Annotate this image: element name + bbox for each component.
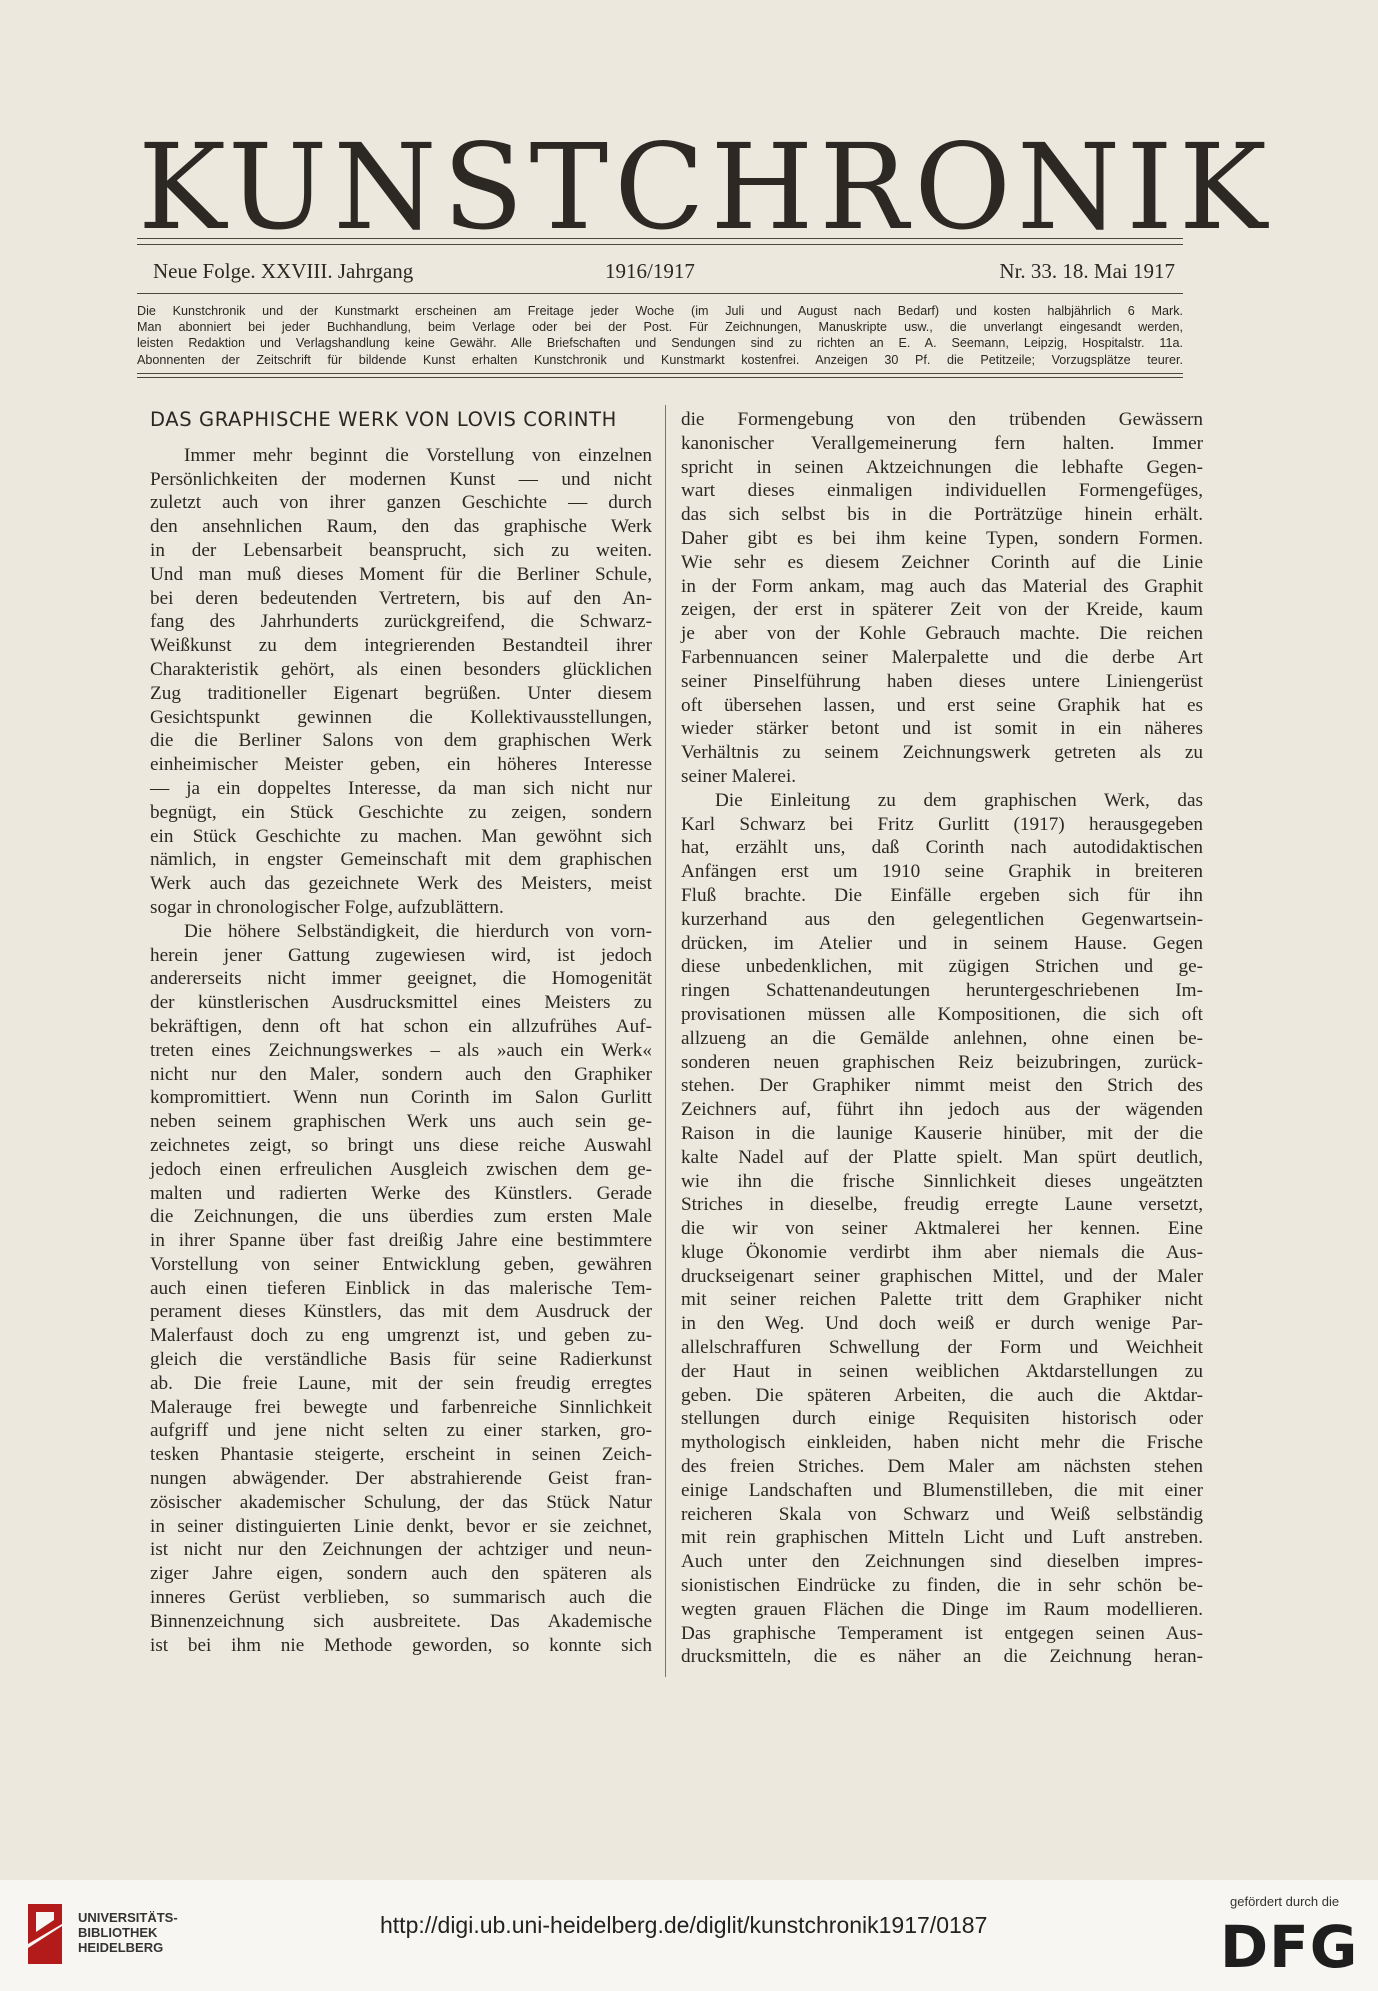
text-line: seiner Pinselführung haben dieses untere Liniengerüst [681, 670, 1203, 692]
text-line: druckseigenart seiner graphischen Mittel, und der Maler [681, 1265, 1203, 1287]
article-column-right [681, 408, 1203, 1669]
text-line: kompromittiert. Wenn nun Corinth im Salon Gurlitt [150, 1087, 652, 1109]
text-line: je aber von der Kohle Gebrauch machte. Die reichen [681, 623, 1203, 645]
text-line: oft übersehen lassen, und erst seine Graphik hat es [681, 694, 1203, 716]
university-library-logo-icon [24, 1902, 66, 1966]
text-line: reicheren Skala von Schwarz und Weiß selbständig [681, 1503, 1203, 1525]
text-line: Verhältnis zu seinem Zeichnungswerk getreten als zu [681, 742, 1203, 764]
text-line: das sich selbst bis in die Porträtzüge hinein erhält. [681, 504, 1203, 526]
text-line: hat, erzählt uns, daß Corinth nach autodidaktischen [681, 837, 1203, 859]
library-name-line: UNIVERSITÄTS- [78, 1910, 178, 1925]
text-line: treten eines Zeichnungswerkes – als »auch ein Werk« [150, 1039, 652, 1061]
text-line: aufgriff und jene nicht selten zu einer starken, gro- [150, 1420, 652, 1442]
text-line: Raison in die launige Kauserie hinüber, mit der die [681, 1122, 1203, 1144]
text-line: kanonischer Verallgemeinerung fern halten. Immer [681, 432, 1203, 454]
text-line: Die höhere Selbständigkeit, die hierdurch von vorn- [184, 920, 652, 942]
text-line: Fluß brachte. Die Einfälle ergeben sich für ihn [681, 884, 1203, 906]
text-line: Auch unter den Zeichnungen sind dieselben impres- [681, 1551, 1203, 1573]
text-line: die wir von seiner Aktmalerei her kennen. Eine [681, 1218, 1203, 1240]
notice-line: Die Kunstchronik und der Kunstmarkt erscheinen am Freitage jeder Woche (im Juli und August nach Bedarf) und kosten halbjährlich 6 Mark. [137, 304, 1183, 318]
years-label: 1916/1917 [605, 259, 695, 283]
issue-info-line [153, 259, 1175, 289]
info-rule [137, 293, 1183, 294]
text-line: in den Weg. Und doch weiß er durch wenige Par- [681, 1313, 1203, 1335]
text-line: Vorstellung von seiner Entwicklung geben, gewähren [150, 1253, 652, 1275]
library-name-line: HEIDELBERG [78, 1940, 164, 1955]
text-line: spricht in seinen Aktzeichnungen die lebhafte Gegen- [681, 456, 1203, 478]
text-line: ziger Jahre eigen, sondern auch den späteren als [150, 1563, 652, 1585]
text-line: Malerfaust doch zu eng umgrenzt ist, und geben zu- [150, 1325, 652, 1347]
text-line: zeigen, der erst in späterer Zeit von der Kreide, kaum [681, 599, 1203, 621]
text-line: kalte Nadel auf der Platte spielt. Man spürt deutlich, [681, 1146, 1203, 1168]
notice-line: Man abonniert bei jeder Buchhandlung, beim Verlage oder bei der Post. Für Zeichnungen, Manuskripte usw., die unverlangt eingesandt werden, [137, 320, 1183, 335]
text-line: provisationen müssen alle Kompositionen, die sich oft [681, 1003, 1203, 1025]
text-line: der künstlerischen Ausdrucksmittel eines Meisters zu [150, 992, 652, 1014]
text-line: nungen abwägender. Der abstrahierende Geist fran- [150, 1468, 652, 1490]
text-line: Daher gibt es bei ihm keine Typen, sondern Formen. [681, 527, 1203, 549]
text-line: Persönlichkeiten der modernen Kunst — und nicht [150, 468, 652, 490]
text-line: wie ihn die frische Sinnlichkeit dieses ungeätzten [681, 1170, 1203, 1192]
text-line: auch einen tieferen Einblick in das malerische Tem- [150, 1277, 652, 1299]
text-line: drucksmitteln, die es näher an die Zeichnung heran- [681, 1646, 1203, 1668]
text-line: seiner Malerei. [681, 765, 797, 787]
text-line: wegten grauen Flächen die Dinge im Raum modellieren. [681, 1598, 1203, 1620]
text-line: einheimischer Meister geben, ein höheres Interesse [150, 754, 652, 776]
text-line: zeichnetes zeigt, so bringt uns diese reiche Auswahl [150, 1134, 652, 1156]
text-line: der Haut in seinen weiblichen Aktdarstellungen zu [681, 1360, 1203, 1382]
text-line: malten und radierten Werke des Künstlers. Gerade [150, 1182, 652, 1204]
text-line: kurzerhand aus den gelegentlichen Gegenwartsein- [681, 908, 1203, 930]
dfg-logo: DFG [1220, 1913, 1359, 1981]
text-line: Anfängen erst um 1910 seine Graphik in breiteren [681, 861, 1203, 883]
text-line: sogar in chronologischer Folge, aufzublättern. [150, 896, 504, 918]
text-line: sonderen neuen graphischen Reiz beizubringen, zurück- [681, 1051, 1203, 1073]
text-line: Karl Schwarz bei Fritz Gurlitt (1917) herausgegeben [681, 813, 1203, 835]
notice-line: leisten Redaktion und Verlagshandlung keine Gewähr. Alle Briefschaften und Sendungen sind zu richten an E. A. Seemann, Leipzig, Hospitalstr. 11a. [137, 336, 1183, 351]
series-label: Neue Folge. XXVIII. Jahrgang [153, 259, 414, 283]
text-line: in seiner distinguierten Linie denkt, bevor er sie zeichnet, [150, 1515, 652, 1537]
text-line: zuletzt auch von ihrer ganzen Geschichte — durch [150, 492, 652, 514]
text-line: ringen Schattenandeutungen heruntergeschriebenen Im- [681, 980, 1203, 1002]
text-line: fang des Jahrhunderts zurückgreifend, die Schwarz- [150, 611, 652, 633]
text-line: stehen. Der Graphiker nimmt meist den Strich des [681, 1075, 1203, 1097]
article-column-left [150, 408, 652, 1657]
text-line: diese unbedenklichen, mit zügigen Strichen und ge- [681, 956, 1203, 978]
notice-rule-2 [137, 377, 1183, 378]
masthead-title: KUNSTCHRONIK [138, 118, 1273, 256]
text-line: wart dieses einmaligen individuellen Formengefüges, [681, 480, 1203, 502]
text-line: in der Form ankam, mag auch das Material des Graphit [681, 575, 1203, 597]
text-line: jedoch einen erfreulichen Ausgleich zwischen dem ge- [150, 1158, 652, 1180]
text-line: ist nicht nur den Zeichnungen der achtziger und neun- [150, 1539, 652, 1561]
text-line: gleich die verständliche Basis für seine Radierkunst [150, 1349, 652, 1371]
text-line: die Formengebung von den trübenden Gewässern [681, 409, 1203, 430]
text-line: mit rein graphischen Mitteln Licht und Luft anstreben. [681, 1527, 1203, 1549]
text-line: perament dieses Künstlers, das mit dem Ausdruck der [150, 1301, 652, 1323]
text-line: begnügt, ein Stück Geschichte zu zeigen, sondern [150, 801, 652, 823]
funding-note: gefördert durch die [1230, 1894, 1340, 1909]
text-line: nämlich, in engster Gemeinschaft mit dem graphischen [150, 849, 652, 871]
text-line: Werk auch das gezeichnete Werk des Meisters, meist [150, 873, 652, 895]
text-line: ab. Die freie Laune, mit der sein freudig erregtes [150, 1372, 652, 1394]
article-heading: DAS GRAPHISCHE WERK VON LOVIS CORINTH [150, 408, 617, 431]
text-line: — ja ein doppeltes Interesse, da man sich nicht nur [150, 777, 652, 799]
text-line: in der Lebensarbeit beansprucht, sich zu weiten. [150, 539, 652, 561]
column-divider [665, 405, 666, 1677]
text-line: inneres Gerüst verblieben, so summarisch auch die [150, 1587, 652, 1609]
text-line: Gesichtspunkt gewinnen die Kollektivausstellungen, [150, 706, 652, 728]
text-line: ist bei ihm nie Methode geworden, so konnte sich [150, 1634, 652, 1656]
text-line: neben seinem graphischen Werk uns auch sein ge- [150, 1111, 652, 1133]
text-line: Binnenzeichnung sich ausbreitete. Das Akademische [150, 1610, 652, 1632]
text-line: bei deren bedeutenden Vertretern, bis auf den An- [150, 587, 652, 609]
text-line: stellungen durch einige Requisiten historisch oder [681, 1408, 1203, 1430]
text-line: mit seiner reichen Palette tritt dem Graphiker nicht [681, 1289, 1203, 1311]
notice-rule [137, 373, 1183, 374]
library-name [78, 1910, 178, 1955]
text-line: kluge Ökonomie verdirbt ihm aber niemals die Aus- [681, 1241, 1203, 1263]
text-line: Immer mehr beginnt die Vorstellung von einzelnen [184, 444, 652, 466]
text-line: zösischer akademischer Schulung, der das Stück Natur [150, 1491, 652, 1513]
text-line: in ihrer Spanne über fast dreißig Jahre eine bestimmtere [150, 1230, 652, 1252]
text-line: herein jener Gattung zugewiesen wird, ist jedoch [150, 944, 652, 966]
library-name-line: BIBLIOTHEK [78, 1925, 158, 1940]
text-line: Charakteristik gehört, als einen besonders glücklichen [150, 658, 652, 680]
masthead-rule-top [137, 238, 1183, 239]
text-line: Und man muß dieses Moment für die Berliner Schule, [150, 563, 652, 585]
text-line: Malerauge frei bewegte und farbenreiche Sinnlichkeit [150, 1396, 652, 1418]
text-line: Weißkunst zu dem integrierenden Bestandteil ihrer [150, 635, 652, 657]
notice-line: Abonnenten der Zeitschrift für bildende Kunst erhalten Kunstchronik und Kunstmarkt kostenfrei. Anzeigen 30 Pf. die Petitzeile; Vorzugsplätze teurer. [137, 352, 1183, 367]
text-line: geben. Die späteren Arbeiten, die auch die Aktdar- [681, 1384, 1203, 1406]
text-line: bekräftigen, denn oft hat schon ein allzufrühes Auf- [150, 1015, 652, 1037]
text-line: tesken Phantasie steigerte, erscheint in seinen Zeich- [150, 1444, 652, 1466]
text-line: drücken, im Atelier und in seinem Hause. Gegen [681, 932, 1203, 954]
text-line: ein Stück Geschichte zu machen. Man gewöhnt sich [150, 825, 652, 847]
text-line: Striches in dieselbe, freudig erregte Laune versetzt, [681, 1194, 1203, 1216]
text-line: allelschraffuren Schwellung der Form und Weichheit [681, 1337, 1203, 1359]
text-line: mythologisch einkleiden, haben nicht mehr die Frische [681, 1432, 1203, 1454]
text-line: des freien Striches. Dem Maler am nächsten stehen [681, 1456, 1203, 1478]
text-line: die Zeichnungen, die uns überdies zum ersten Male [150, 1206, 652, 1228]
text-line: allzueng an die Gemälde anlehnen, ohne einen be- [681, 1027, 1203, 1049]
text-line: Zug traditioneller Eigenart begrüßen. Unter diesem [150, 682, 652, 704]
text-line: andererseits nicht immer geeignet, die Homogenität [150, 968, 652, 990]
text-line: Wie sehr es diesem Zeichner Corinth auf die Linie [681, 551, 1203, 573]
text-line: Farbennuancen seiner Malerpalette und die derbe Art [681, 646, 1203, 668]
masthead-rule-top-2 [137, 244, 1183, 245]
text-line: einige Landschaften und Blumenstilleben, die mit einer [681, 1479, 1203, 1501]
text-line: die die Berliner Salons von dem graphischen Werk [150, 730, 652, 752]
subscription-notice [137, 303, 1183, 368]
text-line: den ansehnlichen Raum, den das graphische Werk [150, 516, 652, 538]
text-line: nicht nur den Maler, sondern auch den Graphiker [150, 1063, 652, 1085]
text-line: sionistischen Eindrücke zu finden, die in sehr schön be- [681, 1575, 1203, 1597]
text-line: Zeichners auf, führt ihn jedoch aus der wägenden [681, 1099, 1203, 1121]
text-line: wieder stärker betont und ist somit in ein näheres [681, 718, 1203, 740]
text-line: Die Einleitung zu dem graphischen Werk, das [715, 789, 1203, 811]
permalink-url[interactable]: http://digi.ub.uni-heidelberg.de/diglit/kunstchronik1917/0187 [380, 1912, 988, 1938]
text-line: Das graphische Temperament ist entgegen seinen Aus- [681, 1622, 1203, 1644]
issue-label: Nr. 33. 18. Mai 1917 [999, 259, 1175, 283]
digitization-footer [0, 1880, 1378, 1991]
